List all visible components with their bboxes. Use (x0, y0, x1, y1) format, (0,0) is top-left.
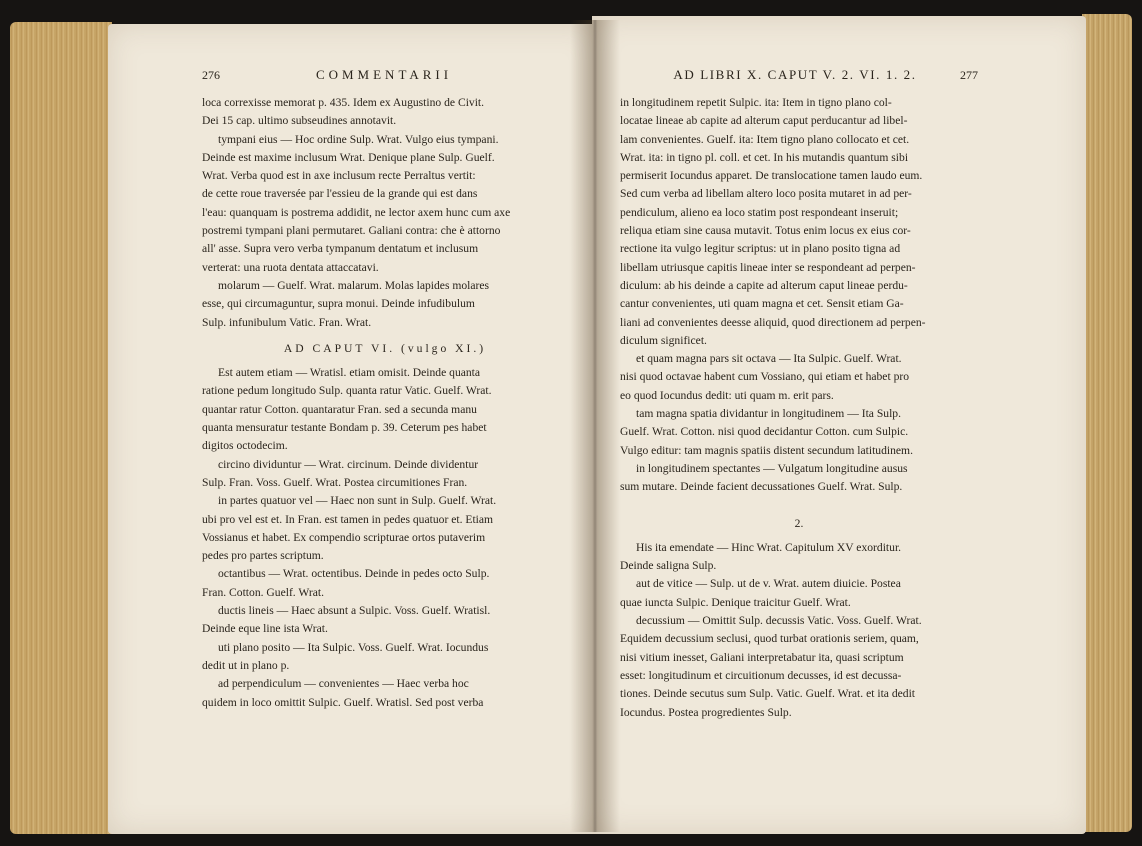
text-line: diculum: ab his deinde a capite ad alterum caput lineae perdu- (620, 278, 908, 292)
text-line: in partes quatuor vel — Haec non sunt in Sulp. Guelf. Wrat. (218, 494, 497, 508)
text-line: digitos octodecim. (202, 439, 288, 453)
text-line: libellam utriusque capitis lineae inter se respondeant ad perpen- (620, 260, 916, 274)
text-line: Fran. Cotton. Guelf. Wrat. (202, 585, 325, 599)
text-line: cantur convenientes, uti quam magna et cet. Sensit etiam Ga- (620, 297, 904, 311)
text-line: Deinde saligna Sulp. (620, 559, 717, 573)
text-line: Deinde eque line ista Wrat. (202, 622, 328, 636)
text-line: ratione pedum longitudo Sulp. quanta ratur Vatic. Guelf. Wrat. (202, 384, 492, 398)
text-line: ad perpendiculum — convenientes — Haec verba hoc (218, 677, 469, 691)
text-line: eo quod Iocundus dedit: uti quam m. erit pars. (620, 388, 834, 402)
text-line: quidem in loco omittit Sulpic. Guelf. Wratisl. Sed post verba (202, 695, 484, 709)
text-line: in longitudinem repetit Sulpic. ita: Item in tigno plano col- (620, 96, 892, 109)
left-running-head: COMMENTARII (315, 67, 453, 82)
text-line: esset: longitudinum et circuitionum decusses, id est decussa- (620, 668, 902, 682)
text-line: rectione ita vulgo legitur scriptus: ut in plano posito tigna ad (620, 242, 901, 256)
right-page-edges (1082, 14, 1132, 832)
text-line: Vossianus et habet. Ex compendio scripturae ortos putaverim (202, 530, 486, 544)
text-line: reliqua etiam sine causa mutavit. Totus enim locus ex eius cor- (620, 224, 911, 238)
text-line: aut de vitice — Sulp. ut de v. Wrat. autem diuicie. Postea (636, 577, 901, 591)
right-running-head: AD LIBRI X. CAPUT V. 2. VI. 1. 2. (673, 67, 917, 82)
text-line: nisi quod octavae habent cum Vossiano, qui etiam et habet pro (620, 370, 910, 384)
text-line: ubi pro vel est et. In Fran. est tamen in pedes quatuor et. Etiam (202, 512, 494, 526)
text-line: pendiculum, alieno ea loco statim post respondeant inseruit; (620, 205, 899, 219)
text-line: esse, qui circumaguntur, supra monui. Deinde infudibulum (202, 297, 475, 311)
left-page-text (202, 66, 568, 712)
text-line: l'eau: quanquam is postrema addidit, ne lector axem hunc cum axe (202, 205, 511, 219)
text-line: His ita emendate — Hinc Wrat. Capitulum XV exorditur. (636, 540, 902, 554)
text-line: Dei 15 cap. ultimo subseudines annotavit. (202, 114, 397, 128)
text-line: pedes pro partes scriptum. (202, 549, 324, 563)
text-line: Wrat. ita: in tigno pl. coll. et cet. In his mutandis quantum sibi (620, 150, 909, 164)
text-line: molarum — Guelf. Wrat. malarum. Molas lapides molares (218, 278, 490, 292)
text-line: tiones. Deinde secutus sum Sulp. Vatic. Guelf. Wrat. et ita dedit (620, 687, 916, 701)
text-line: uti plano posito — Ita Sulpic. Voss. Guelf. Wrat. Iocundus (218, 640, 489, 654)
text-line: quanta mensuratur testante Bondam p. 39. Ceterum pes habet (202, 421, 487, 435)
text-line: Iocundus. Postea progredientes Sulp. (620, 705, 792, 719)
text-line: ductis lineis — Haec absunt a Sulpic. Voss. Guelf. Wratisl. (218, 604, 491, 618)
text-line: diculum significet. (620, 333, 707, 347)
text-line: Deinde est maxime inclusum Wrat. Denique plane Sulp. Guelf. (202, 150, 495, 164)
text-line: all' asse. Supra vero verba tympanum dentatum et inclusum (202, 242, 479, 256)
text-line: in longitudinem spectantes — Vulgatum longitudine ausus (636, 461, 908, 475)
text-line: Sed cum verba ad libellam altero loco posita mutaret in ad per- (620, 187, 912, 201)
text-line: lam convenientes. Guelf. ita: Item tigno plano collocato et cet. (620, 132, 910, 146)
text-line: locatae lineae ab capite ad alterum caput perducantur ad libel- (620, 114, 908, 128)
text-line: de cette roue traversée par l'essieu de la grande qui est dans (202, 187, 478, 201)
left-page-edges (10, 22, 112, 834)
right-page-text (620, 66, 978, 722)
text-line: circino dividuntur — Wrat. circinum. Deinde dividentur (218, 457, 479, 471)
text-line: tam magna spatia dividantur in longitudinem — Ita Sulp. (636, 407, 902, 421)
chapter-heading: AD CAPUT VI. (vulgo XI.) (283, 341, 487, 355)
text-line: permiserit Iocundus apparet. De translocatione tamen laudo eum. (620, 169, 923, 183)
left-page-number: 276 (202, 68, 220, 82)
book-gutter (570, 20, 620, 832)
text-line: octantibus — Wrat. octentibus. Deinde in pedes octo Sulp. (218, 567, 490, 581)
text-line: Sulp. infunibulum Vatic. Fran. Wrat. (202, 315, 372, 329)
text-line: postremi tympani plani permutaret. Galiani contra: che è attorno (202, 224, 501, 238)
text-line: Guelf. Wrat. Cotton. nisi quod decidantur Cotton. cum Sulpic. (620, 425, 909, 439)
text-line: Est autem etiam — Wratisl. etiam omisit. Deinde quanta (218, 366, 481, 380)
text-line: nisi vitium inesset, Galiani interpretabatur ita, quasi scriptum (620, 650, 904, 664)
text-line: sum mutare. Deinde facient decussationes Guelf. Wrat. Sulp. (620, 480, 903, 494)
text-line: et quam magna pars sit octava — Ita Sulpic. Guelf. Wrat. (636, 352, 902, 366)
text-line: verterat: una ruota dentata attaccatavi. (202, 260, 379, 274)
section-number: 2. (794, 516, 804, 530)
right-header (620, 66, 978, 88)
right-page-number: 277 (960, 68, 978, 82)
text-line: Vulgo editur: tam magnis spatiis distent secundum latitudinem. (620, 443, 913, 457)
text-line: quantar ratur Cotton. quantaratur Fran. sed a secunda manu (202, 402, 477, 416)
text-line: Equidem decussium seclusi, quod turbat orationis seriem, quam, (620, 632, 919, 646)
text-line: liani ad convenientes deesse aliquid, quod directionem ad perpen- (620, 315, 926, 329)
text-line: tympani eius — Hoc ordine Sulp. Wrat. Vulgo eius tympani. (218, 132, 499, 146)
text-line: decussium — Omittit Sulp. decussis Vatic. Voss. Guelf. Wrat. (636, 614, 922, 628)
text-line: dedit ut in plano p. (202, 658, 290, 672)
text-line: loca correxisse memorat p. 435. Idem ex Augustino de Civit. (202, 96, 485, 109)
text-line: Sulp. Fran. Voss. Guelf. Wrat. Postea circumitiones Fran. (202, 475, 468, 489)
text-line: quae iuncta Sulpic. Denique traicitur Guelf. Wrat. (620, 595, 851, 609)
text-line: Wrat. Verba quod est in axe inclusum recte Perraltus vertit: (202, 169, 476, 183)
left-header (202, 66, 568, 88)
